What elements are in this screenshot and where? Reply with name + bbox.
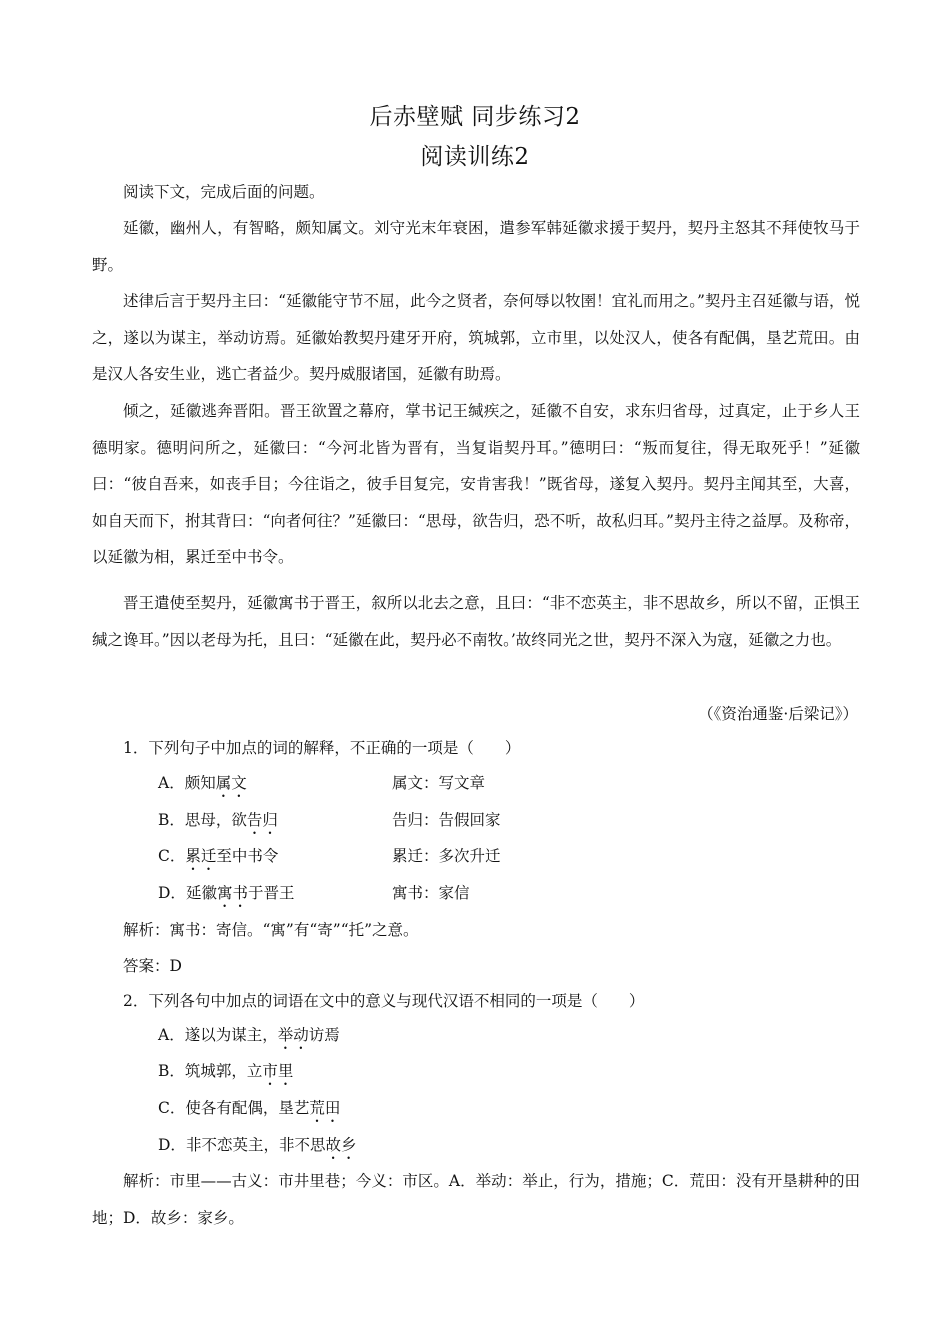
q1-gloss-a: 属文：写文章 xyxy=(392,774,486,792)
passage-paragraph-1: 延徽，幽州人，有智略，颇知属文。刘守光末年衰困，遣参军韩延徽求援于契丹，契丹主怒其不拜使牧马于野。 xyxy=(92,219,860,274)
dotted-word: 寓书 xyxy=(216,884,248,902)
q1-option-d: D．延徽寓书于晋王 xyxy=(158,884,295,902)
dotted-word: 告归 xyxy=(246,811,278,829)
question-1-stem: 1．下列句子中加点的词的解释，不正确的一项是（ ） xyxy=(123,739,521,757)
document-title: 后赤壁赋 同步练习2 xyxy=(369,104,581,130)
dotted-word: 属文 xyxy=(215,774,247,792)
q1-gloss-d: 寓书：家信 xyxy=(392,884,470,902)
passage-paragraph-3: 倾之，延徽逃奔晋阳。晋王欲置之幕府，掌书记王缄疾之，延徽不自安，求东归省母，过真定，止于乡人王德明家。德明问所之，延徽曰：“今河北皆为晋有，当复诣契丹耳。”德明曰：“叛而复往，得无取死乎！”延徽曰：“彼自吾来，如丧手目；今往诣之，彼手目复完，安肯害我！”既省母，遂复入契丹。契丹主闻其至，大喜，如自天而下，拊其背曰：“向者何往？”延徽曰：“思母，欲告归，恐不听，故私归耳。”契丹主待之益厚。及称帝，以延徽为相，累迁至中书令。 xyxy=(92,402,860,566)
q1-analysis: 解析：寓书：寄信。“寓”有“寄”“托”之意。 xyxy=(123,921,419,939)
dotted-word: 举动 xyxy=(277,1026,309,1044)
question-2-stem: 2．下列各句中加点的词语在文中的意义与现代汉语不相同的一项是（ ） xyxy=(123,992,645,1010)
q2-option-d: D．非不恋英主，非不思故乡 xyxy=(158,1136,357,1154)
q2-option-b: B．筑城郭，立市里 xyxy=(158,1062,294,1080)
q1-answer: 答案：D xyxy=(123,957,182,975)
reading-instruction: 阅读下文，完成后面的问题。 xyxy=(123,183,325,201)
document-subtitle: 阅读训练2 xyxy=(420,144,530,170)
q2-option-c: C．使各有配偶，垦艺荒田 xyxy=(158,1099,341,1117)
dotted-word: 累迁 xyxy=(185,847,217,865)
q2-option-a: A．遂以为谋主，举动访焉 xyxy=(158,1026,340,1044)
q1-option-c: C．累迁至中书令 xyxy=(158,847,279,865)
dotted-word: 故乡 xyxy=(325,1136,357,1154)
dotted-word: 市里 xyxy=(262,1062,294,1080)
q1-gloss-c: 累迁：多次升迁 xyxy=(392,847,501,865)
q1-option-b: B．思母，欲告归 xyxy=(158,811,278,829)
q1-option-a: A．颇知属文 xyxy=(158,774,247,792)
q2-analysis: 解析：市里——古义：市井里巷；今义：市区。A．举动：举止，行为，措施；C．荒田：没有开垦耕种的田地；D．故乡：家乡。 xyxy=(92,1172,860,1227)
q1-gloss-b: 告归：告假回家 xyxy=(392,811,501,829)
passage-paragraph-4: 晋王遣使至契丹，延徽寓书于晋王，叙所以北去之意，且曰：“非不恋英主，非不思故乡，所以不留，正惧王缄之谗耳。”因以老母为托，且曰：“延徽在此，契丹必不南牧。’故终同光之世，契丹不深入为寇，延徽之力也。 xyxy=(92,594,860,649)
dotted-word: 荒田 xyxy=(309,1099,341,1117)
passage-source: （《资治通鉴·后梁记》） xyxy=(698,705,858,723)
passage-paragraph-2: 述律后言于契丹主曰：“延徽能守节不屈，此今之贤者，奈何辱以牧圉！宜礼而用之。”契丹主召延徽与语，悦之，遂以为谋主，举动访焉。延徽始教契丹建牙开府，筑城郭，立市里，以处汉人，使各有配偶，垦艺荒田。由是汉人各安生业，逃亡者益少。契丹威服诸国，延徽有助焉。 xyxy=(92,292,860,383)
